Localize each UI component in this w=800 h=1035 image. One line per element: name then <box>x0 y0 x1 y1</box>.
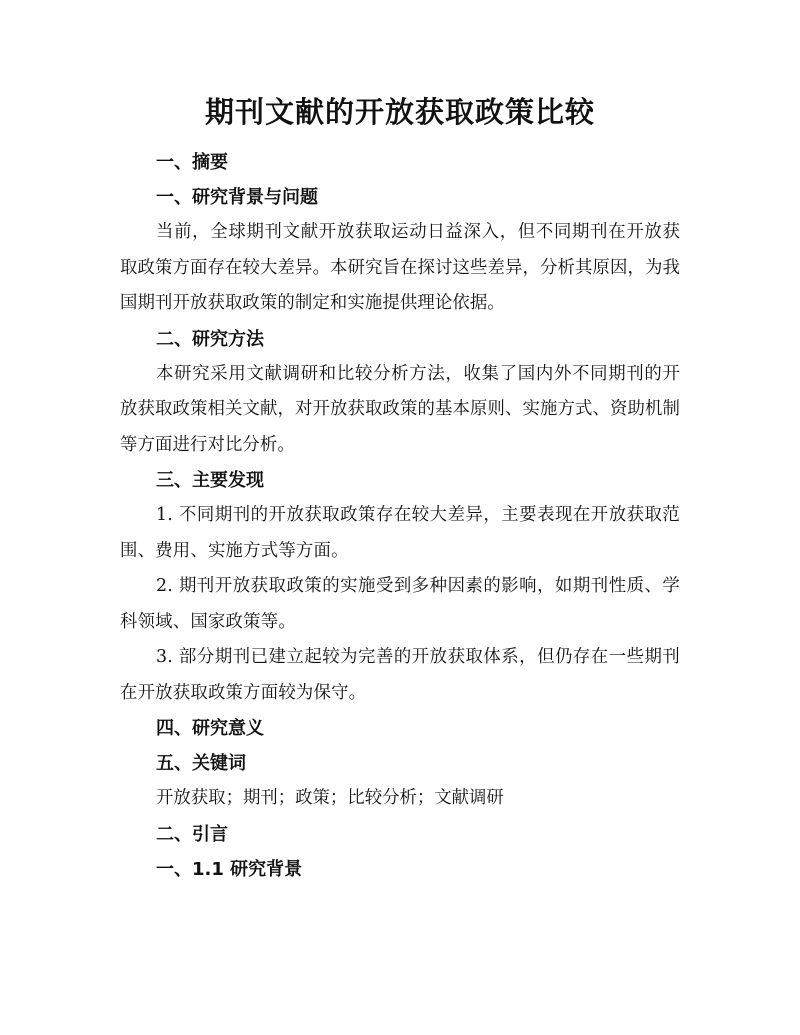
research-background-subheading: 一、1.1 研究背景 <box>156 858 303 880</box>
keywords-heading: 五、关键词 <box>156 753 246 774</box>
introduction-heading: 二、引言 <box>156 823 228 845</box>
abstract-heading: 一、摘要 <box>156 152 228 173</box>
finding-item-3: 3. 部分期刊已建立起较为完善的开放获取体系，但仍存在一些期刊在开放获取政策方面较为保守。 <box>120 647 680 703</box>
finding-item-1: 1. 不同期刊的开放获取政策存在较大差异，主要表现在开放获取范围、费用、实施方式等方面。 <box>120 505 680 561</box>
background-paragraph: 当前，全球期刊文献开放获取运动日益深入，但不同期刊在开放获取政策方面存在较大差异。本研究旨在探讨这些差异，分析其原因，为我国期刊开放获取政策的制定和实施提供理论依据。 <box>120 222 680 313</box>
methods-paragraph: 本研究采用文献调研和比较分析方法，收集了国内外不同期刊的开放获取政策相关文献，对开放获取政策的基本原则、实施方式、资助机制等方面进行对比分析。 <box>120 363 680 455</box>
keywords-text: 开放获取；期刊；政策；比较分析；文献调研 <box>156 788 504 808</box>
document-body <box>120 145 680 887</box>
findings-heading: 三、主要发现 <box>156 470 264 491</box>
finding-item-2: 2. 期刊开放获取政策的实施受到多种因素的影响，如期刊性质、学科领域、国家政策等。 <box>120 576 680 632</box>
background-heading: 一、研究背景与问题 <box>156 187 318 208</box>
significance-heading: 四、研究意义 <box>156 718 264 739</box>
methods-heading: 二、研究方法 <box>156 328 264 350</box>
document-title: 期刊文献的开放获取政策比较 <box>204 95 595 129</box>
